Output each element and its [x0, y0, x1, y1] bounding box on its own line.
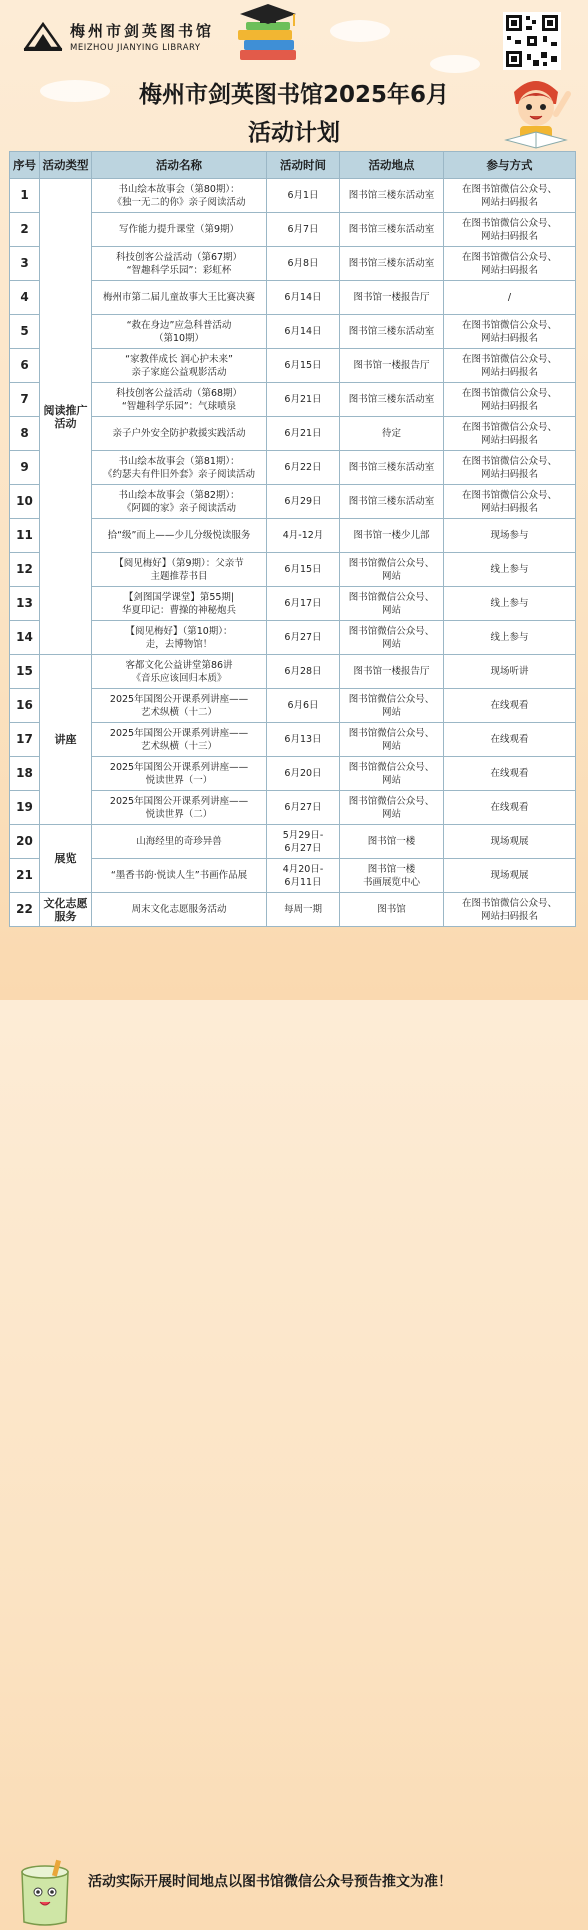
activity-name: “墨香书韵·悦读人生”书画作品展 [92, 859, 267, 893]
activity-place: 图书馆三楼东活动室 [340, 451, 444, 485]
activity-time: 6月21日 [267, 383, 340, 417]
activity-name: 科技创客公益活动（第68期） “智趣科学乐园”：气球喷泉 [92, 383, 267, 417]
row-number: 6 [10, 349, 40, 383]
page-title: 梅州市剑英图书馆2025年6月 [138, 82, 450, 108]
activity-place: 图书馆一楼报告厅 [340, 281, 444, 315]
activity-name: 书山绘本故事会（第82期）： 《阿圆的家》亲子阅读活动 [92, 485, 267, 519]
activity-time: 6月15日 [267, 553, 340, 587]
row-number: 4 [10, 281, 40, 315]
table-row [10, 383, 576, 417]
participation-method: 在图书馆微信公众号、 网站扫码报名 [444, 315, 576, 349]
row-number: 22 [10, 893, 40, 927]
row-number: 5 [10, 315, 40, 349]
activity-name: “救在身边”应急科普活动 （第10期） [92, 315, 267, 349]
table-row [10, 859, 576, 893]
table-row [10, 825, 576, 859]
row-number: 8 [10, 417, 40, 451]
activity-place: 图书馆一楼报告厅 [340, 655, 444, 689]
participation-method: 在图书馆微信公众号、 网站扫码报名 [444, 383, 576, 417]
page-footer [0, 930, 588, 1890]
activity-name: 梅州市第二届儿童故事大王比赛决赛 [92, 281, 267, 315]
row-number: 16 [10, 689, 40, 723]
activity-schedule-table [9, 151, 576, 927]
row-number: 18 [10, 757, 40, 791]
activity-name: 写作能力提升课堂（第9期） [92, 213, 267, 247]
row-number: 7 [10, 383, 40, 417]
activity-name: 2025年国图公开课系列讲座—— 悦读世界（二） [92, 791, 267, 825]
page-header [0, 0, 588, 150]
column-header: 序号 [10, 152, 40, 179]
table-row [10, 281, 576, 315]
table-row [10, 179, 576, 213]
row-number: 3 [10, 247, 40, 281]
table-row [10, 723, 576, 757]
row-number: 17 [10, 723, 40, 757]
row-number: 19 [10, 791, 40, 825]
column-header: 活动时间 [267, 152, 340, 179]
row-number: 20 [10, 825, 40, 859]
table-row [10, 349, 576, 383]
participation-method: 在图书馆微信公众号、 网站扫码报名 [444, 247, 576, 281]
activity-place: 图书馆三楼东活动室 [340, 213, 444, 247]
table-row [10, 587, 576, 621]
participation-method: 现场观展 [444, 825, 576, 859]
activity-name: 书山绘本故事会（第80期）： 《独一无二的你》亲子阅读活动 [92, 179, 267, 213]
participation-method: 在图书馆微信公众号、 网站扫码报名 [444, 349, 576, 383]
activity-time: 4月20日- 6月11日 [267, 859, 340, 893]
activity-place: 图书馆三楼东活动室 [340, 179, 444, 213]
column-header: 活动类型 [40, 152, 92, 179]
activity-place: 图书馆三楼东活动室 [340, 247, 444, 281]
participation-method: 现场听讲 [444, 655, 576, 689]
row-number: 15 [10, 655, 40, 689]
library-name-cn: 梅州市剑英图书馆 [70, 21, 215, 40]
participation-method: 在线观看 [444, 791, 576, 825]
activity-time: 6月17日 [267, 587, 340, 621]
activity-time: 6月15日 [267, 349, 340, 383]
table-row [10, 621, 576, 655]
row-number: 21 [10, 859, 40, 893]
activity-name: 【阅见梅好】（第10期）： 走，去博物馆！ [92, 621, 267, 655]
participation-method: 在图书馆微信公众号、 网站扫码报名 [444, 179, 576, 213]
activity-place: 图书馆三楼东活动室 [340, 315, 444, 349]
activity-time: 6月8日 [267, 247, 340, 281]
row-number: 12 [10, 553, 40, 587]
row-number: 14 [10, 621, 40, 655]
participation-method: 在线观看 [444, 757, 576, 791]
table-row [10, 315, 576, 349]
activity-time: 6月20日 [267, 757, 340, 791]
activity-name: 2025年国图公开课系列讲座—— 艺术纵横（十二） [92, 689, 267, 723]
row-number: 1 [10, 179, 40, 213]
activity-time: 6月21日 [267, 417, 340, 451]
library-name-en: MEIZHOU JIANYING LIBRARY [70, 42, 201, 53]
activity-place: 图书馆三楼东活动室 [340, 485, 444, 519]
activity-time: 6月14日 [267, 281, 340, 315]
activity-time: 6月6日 [267, 689, 340, 723]
activity-name: 亲子户外安全防护救援实践活动 [92, 417, 267, 451]
table-row [10, 417, 576, 451]
participation-method: 在线观看 [444, 689, 576, 723]
participation-method: 在图书馆微信公众号、 网站扫码报名 [444, 893, 576, 927]
activity-place: 待定 [340, 417, 444, 451]
activity-name: 科技创客公益活动（第67期） “智趣科学乐园”：彩虹杯 [92, 247, 267, 281]
table-row [10, 485, 576, 519]
column-header: 参与方式 [444, 152, 576, 179]
activity-name: 2025年国图公开课系列讲座—— 悦读世界（一） [92, 757, 267, 791]
reading-child-illustration-icon [496, 74, 576, 150]
column-header: 活动名称 [92, 152, 267, 179]
activity-time: 6月14日 [267, 315, 340, 349]
activity-type: 讲座 [40, 655, 92, 825]
activity-place: 图书馆微信公众号、 网站 [340, 757, 444, 791]
activity-place: 图书馆一楼 书画展览中心 [340, 859, 444, 893]
activity-time: 每周一期 [267, 893, 340, 927]
activity-name: “家教伴成长 润心护未来” 亲子家庭公益观影活动 [92, 349, 267, 383]
footer-note: 活动实际开展时间地点以图书馆微信公众号预告推文为准！ [88, 1874, 452, 1890]
activity-place: 图书馆微信公众号、 网站 [340, 587, 444, 621]
activity-type: 文化志愿服务 [40, 893, 92, 927]
activity-place: 图书馆三楼东活动室 [340, 383, 444, 417]
participation-method: 在图书馆微信公众号、 网站扫码报名 [444, 451, 576, 485]
row-number: 13 [10, 587, 40, 621]
participation-method: 在图书馆微信公众号、 网站扫码报名 [444, 485, 576, 519]
activity-place: 图书馆微信公众号、 网站 [340, 689, 444, 723]
activity-time: 6月27日 [267, 621, 340, 655]
page-subtitle: 活动计划 [248, 120, 340, 146]
activity-place: 图书馆一楼 [340, 825, 444, 859]
participation-method: 现场观展 [444, 859, 576, 893]
activity-name: 山海经里的奇珍异兽 [92, 825, 267, 859]
activity-name: 周末文化志愿服务活动 [92, 893, 267, 927]
row-number: 10 [10, 485, 40, 519]
activity-place: 图书馆 [340, 893, 444, 927]
activity-place: 图书馆微信公众号、 网站 [340, 621, 444, 655]
cup-mascot-icon [14, 1858, 76, 1926]
table-row [10, 791, 576, 825]
activity-time: 5月29日- 6月27日 [267, 825, 340, 859]
activity-name: 2025年国图公开课系列讲座—— 艺术纵横（十三） [92, 723, 267, 757]
activity-name: 客都文化公益讲堂第86讲 《音乐应该回归本质》 [92, 655, 267, 689]
activity-time: 6月13日 [267, 723, 340, 757]
table-row [10, 451, 576, 485]
activity-type: 展览 [40, 825, 92, 893]
activity-time: 6月29日 [267, 485, 340, 519]
participation-method: 在图书馆微信公众号、 网站扫码报名 [444, 417, 576, 451]
table-row [10, 893, 576, 927]
participation-method: 线上参与 [444, 553, 576, 587]
qr-code-icon [503, 12, 561, 70]
table-header-row [10, 152, 576, 179]
activity-place: 图书馆微信公众号、 网站 [340, 791, 444, 825]
books-graduation-cap-icon [232, 2, 302, 64]
table-row [10, 553, 576, 587]
row-number: 9 [10, 451, 40, 485]
library-logo [22, 18, 214, 54]
activity-time: 6月1日 [267, 179, 340, 213]
table-row [10, 247, 576, 281]
activity-time: 6月27日 [267, 791, 340, 825]
activity-time: 6月7日 [267, 213, 340, 247]
column-header: 活动地点 [340, 152, 444, 179]
participation-method: 在线观看 [444, 723, 576, 757]
participation-method: / [444, 281, 576, 315]
activity-type: 阅读推广活动 [40, 179, 92, 655]
activity-name: 拾“级”而上——少儿分级悦读服务 [92, 519, 267, 553]
row-number: 11 [10, 519, 40, 553]
activity-time: 6月28日 [267, 655, 340, 689]
row-number: 2 [10, 213, 40, 247]
activity-place: 图书馆微信公众号、 网站 [340, 723, 444, 757]
activity-place: 图书馆微信公众号、 网站 [340, 553, 444, 587]
table-row [10, 519, 576, 553]
activity-name: 【阅见梅好】（第9期）：父亲节 主题推荐书目 [92, 553, 267, 587]
participation-method: 在图书馆微信公众号、 网站扫码报名 [444, 213, 576, 247]
activity-place: 图书馆一楼少儿部 [340, 519, 444, 553]
table-row [10, 655, 576, 689]
activity-name: 书山绘本故事会（第81期）： 《约瑟夫有件旧外套》亲子阅读活动 [92, 451, 267, 485]
table-row [10, 757, 576, 791]
participation-method: 线上参与 [444, 621, 576, 655]
table-row [10, 213, 576, 247]
activity-time: 4月-12月 [267, 519, 340, 553]
table-row [10, 689, 576, 723]
activity-place: 图书馆一楼报告厅 [340, 349, 444, 383]
library-logo-icon [22, 18, 64, 54]
table-body [10, 179, 576, 927]
participation-method: 线上参与 [444, 587, 576, 621]
activity-name: 【剑图国学课堂】第55期| 华夏印记：曹操的神秘炮兵 [92, 587, 267, 621]
participation-method: 现场参与 [444, 519, 576, 553]
activity-time: 6月22日 [267, 451, 340, 485]
